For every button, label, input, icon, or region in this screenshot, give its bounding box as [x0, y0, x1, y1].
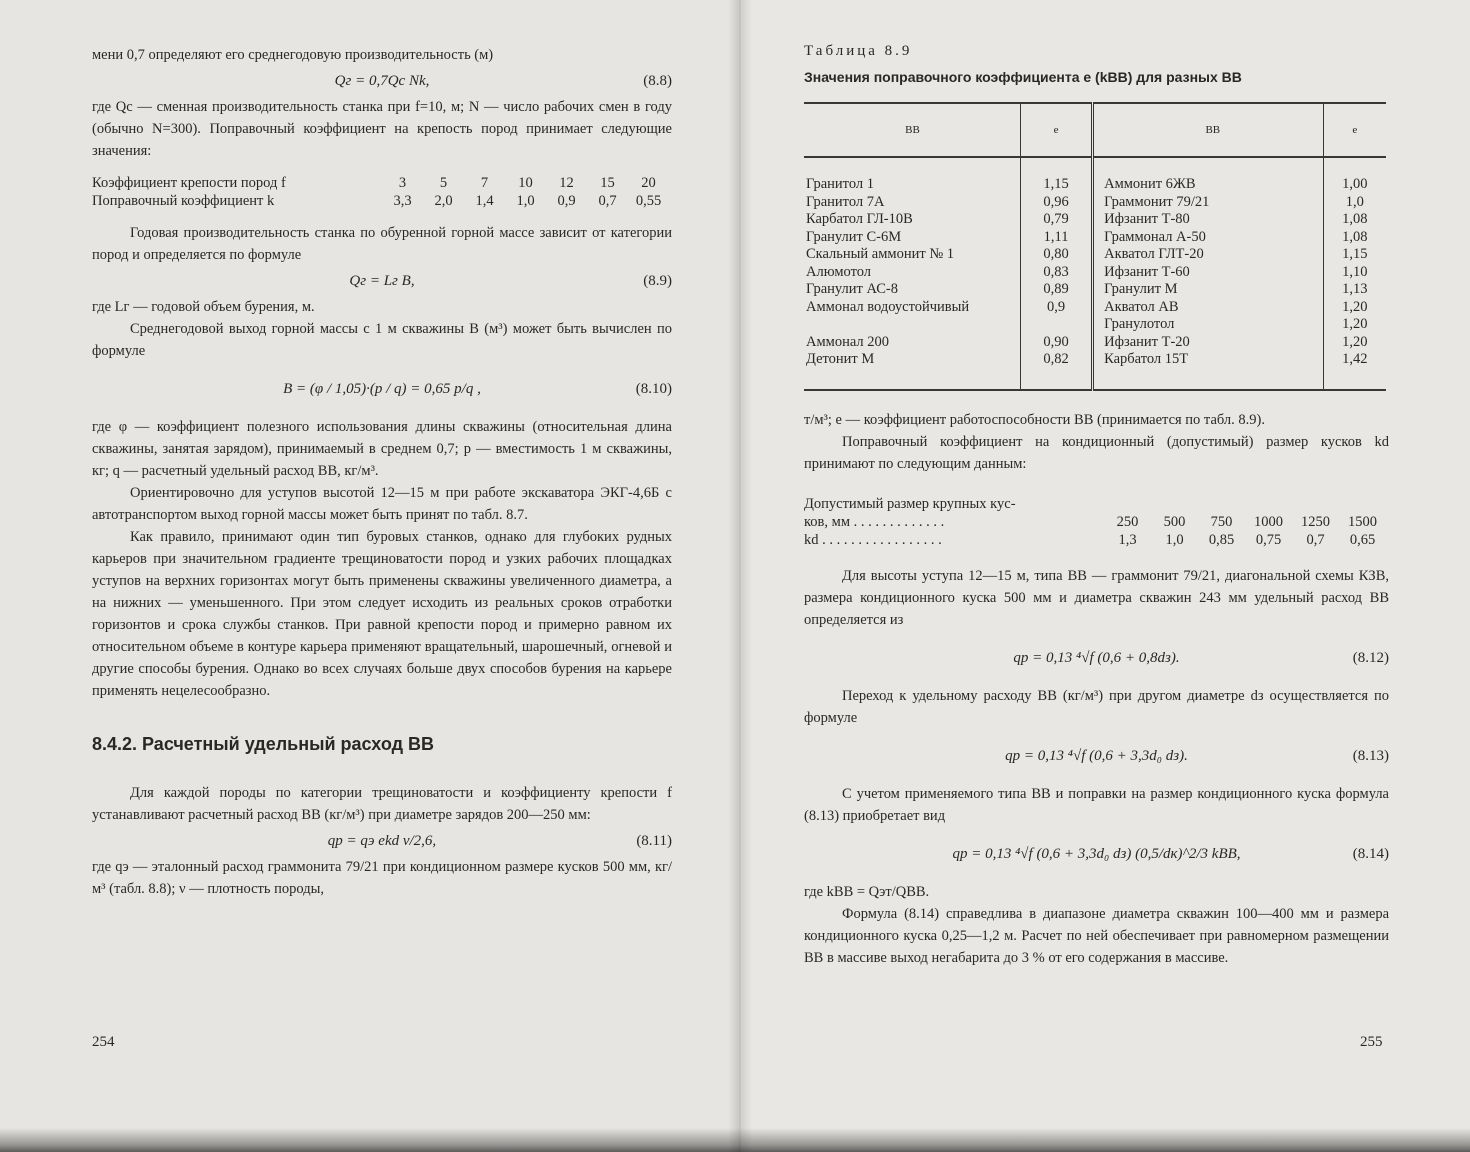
- table-cell: 1,00: [1342, 176, 1368, 192]
- coef-value: 0,7: [598, 193, 617, 209]
- formula-8-10: [92, 364, 672, 414]
- coef-value: 5: [439, 175, 448, 191]
- table-cell: Гранулотол: [1104, 316, 1175, 332]
- table-cell: 1,20: [1342, 333, 1368, 350]
- right-page: [740, 0, 1470, 1152]
- table-row: [804, 157, 1386, 390]
- coef-value: 7: [480, 175, 489, 191]
- formula-expression: Qг = 0,7Qс Nk,: [334, 73, 430, 89]
- kd-value: 1000: [1254, 513, 1283, 530]
- table-cell: 1,13: [1342, 281, 1368, 297]
- kd-value: 0,75: [1255, 531, 1282, 548]
- header-vv: ВВ: [804, 103, 1021, 157]
- table-cell: Гранитол 1: [806, 176, 874, 192]
- coef-row-f: [92, 174, 672, 192]
- paragraph: Ориентировочно для уступов высотой 12—15 м при работе экскаватора ЭКГ-4,6Б с автотранспортом выход горной массы может быть принят по табл. 8.7.: [92, 485, 672, 523]
- kd-table: [804, 495, 1389, 549]
- book-gutter: [728, 0, 752, 1152]
- paragraph: где Qс — сменная производительность станка при f=10, м; N — число рабочих смен в году (обычно N=300). Поправочный коэффициент на крепость пород принимает следующие значения:: [92, 99, 672, 159]
- column-e-values: [1021, 157, 1093, 390]
- kd-value: 0,85: [1208, 531, 1235, 548]
- kd-value: 1250: [1301, 513, 1330, 530]
- table-cell: 1,0: [1345, 193, 1364, 210]
- table-cell: Детонит М: [806, 351, 875, 367]
- header-vv: ВВ: [1093, 103, 1323, 157]
- table-cell: Аммонит 6ЖВ: [1104, 176, 1196, 192]
- kd-value: 1,3: [1118, 531, 1137, 548]
- table-cell: Гранулит С-6М: [806, 228, 902, 245]
- formula-expression: qр = 0,13 ⁴√f (0,6 + 0,8dз).: [1013, 649, 1180, 666]
- paragraph: где Lг — годовой объем бурения, м.: [92, 299, 315, 315]
- formula-expression: B = (φ / 1,05)·(p / q) = 0,65 p/q ,: [283, 381, 481, 397]
- formula-8-14: [804, 829, 1389, 879]
- paragraph: Для каждой породы по категории трещиноватости и коэффициенту крепости f устанавливают расчетный расход ВВ (кг/м³) при диаметре зарядов 200—250 мм:: [92, 785, 672, 823]
- explosives-table: [804, 102, 1386, 391]
- coef-value: 10: [518, 175, 533, 191]
- table-cell: Граммонит 79/21: [1104, 193, 1210, 210]
- coef-value: 12: [559, 175, 574, 191]
- table-cell: Граммонал А-50: [1104, 228, 1206, 245]
- paragraph: Для высоты уступа 12—15 м, типа ВВ — граммонит 79/21, диагональной схемы КЗВ, размера кондиционного куска 500 мм и диаметра скважин 243 мм удельный расход ВВ определяется из: [804, 567, 1389, 628]
- left-page-content: [92, 44, 672, 900]
- table-cell: 1,20: [1342, 316, 1368, 332]
- coefficient-table: [92, 174, 672, 210]
- table-cell: 0,82: [1043, 351, 1069, 367]
- table-cell: Карбатол ГЛ-10В: [806, 211, 913, 227]
- table-cell: 1,15: [1342, 246, 1368, 262]
- kd-label: Допустимый размер крупных кус-: [804, 495, 1016, 512]
- paragraph: Годовая производительность станка по обуренной горной массе зависит от категории пород и определяется по формуле: [92, 225, 672, 263]
- table-cell: Гранулит АС-8: [806, 281, 898, 297]
- table-cell: 0,80: [1043, 246, 1069, 262]
- coef-label: Коэффициент крепости пород f: [92, 175, 286, 191]
- kd-value: 1,0: [1165, 531, 1184, 548]
- table-cell: 1,15: [1043, 176, 1069, 192]
- kd-value: 250: [1116, 513, 1139, 530]
- paragraph: где φ — коэффициент полезного использования длины скважины (относительная длина скважины, занятая зарядом), принимаемый в среднем 0,7; p — вместимость 1 м скважины, кг; q — расчетный удельный расход ВВ, кг/м³.: [92, 419, 672, 479]
- paragraph: Как правило, принимают один тип буровых станков, однако для глубоких рудных карьеров при значительном градиенте трещиноватости пород и узких рабочих площадках уступов на верхних горизонтах могут быть применены скважины увеличенного диаметра, а на нижних — уменьшенного. При этом следует исходить из реальных сроков отработки горизонтов и срока службы станков. При равной крепости пород и примерно равном их относительном объеме в контуре карьера применяют вращательный, шарошечный, огневой и другие способы бурения. Однако во всех случаях больше двух способов бурения на карьере применять нецелесообразно.: [92, 529, 672, 699]
- column-explosive-names: [1093, 157, 1323, 390]
- kd-value: 750: [1210, 513, 1233, 530]
- header-e: e: [1323, 103, 1386, 157]
- table-cell: 1,11: [1043, 228, 1069, 245]
- bottom-shadow: [0, 1128, 1470, 1152]
- kd-label: ков, мм . . . . . . . . . . . . .: [804, 513, 945, 530]
- kd-label: kd . . . . . . . . . . . . . . . . .: [804, 531, 942, 548]
- formula-number: (8.13): [1352, 747, 1389, 764]
- kd-value: 500: [1163, 513, 1186, 530]
- paragraph: где qэ — эталонный расход граммонита 79/21 при кондиционном размере кусков 500 мм, кг/м³ (табл. 8.8); ν — плотность породы,: [92, 859, 672, 897]
- coef-value: 3: [398, 175, 407, 191]
- table-cell: Ифзанит Т-80: [1104, 211, 1190, 227]
- table-cell: Гранитол 7А: [806, 193, 885, 210]
- formula-number: (8.10): [635, 381, 672, 397]
- coef-value: 3,3: [393, 193, 412, 209]
- section-heading: 8.4.2. Расчетный удельный расход ВВ: [92, 734, 435, 754]
- formula-expression: qр = qэ ekd ν/2,6,: [327, 833, 437, 849]
- kd-row-coefficients: [804, 531, 1389, 549]
- coef-label: Поправочный коэффициент k: [92, 193, 275, 209]
- right-page-content: [804, 40, 1389, 969]
- table-cell: Аммонал 200: [806, 333, 890, 350]
- table-cell: Гранулит М: [1104, 281, 1178, 297]
- kd-row-sizes: [804, 513, 1389, 531]
- paragraph: С учетом применяемого типа ВВ и поправки на размер кондиционного куска формула (8.13) приобретает вид: [804, 785, 1389, 824]
- table-cell: 0,89: [1043, 281, 1069, 297]
- formula-expression: qр = 0,13 ⁴√f (0,6 + 3,3d₀ dз).: [1005, 747, 1188, 764]
- table-cell: Ифзанит Т-20: [1104, 333, 1190, 350]
- kd-value: 1500: [1348, 513, 1377, 530]
- paragraph: Переход к удельному расходу ВВ (кг/м³) при другом диаметре dз осуществляется по формуле: [804, 687, 1389, 726]
- table-cell: Карбатол 15Т: [1104, 351, 1189, 367]
- table-cell: 0,9: [1047, 298, 1066, 315]
- table-cell: Алюмотол: [806, 263, 872, 280]
- coef-value: 1,4: [475, 193, 494, 209]
- coef-value: 20: [641, 175, 656, 191]
- paragraph: Формула (8.14) справедлива в диапазоне диаметра скважин 100—400 мм и размера кондиционного куска 0,25—1,2 м. Расчет по ней обеспечивает при равномерном размещении ВВ в массиве выход негабарита до 3 % от его содержания в массиве.: [804, 905, 1389, 966]
- paragraph: мени 0,7 определяют его среднегодовую производительность (м): [92, 47, 494, 63]
- formula-number: (8.8): [643, 73, 672, 89]
- coef-value: 15: [600, 175, 615, 191]
- kd-value: 0,7: [1306, 531, 1325, 548]
- table-cell: Скальный аммонит № 1: [806, 246, 955, 262]
- coef-value: 2,0: [434, 193, 453, 209]
- paragraph: т/м³; e — коэффициент работоспособности ВВ (принимается по табл. 8.9).: [804, 411, 1265, 428]
- header-e: e: [1021, 103, 1093, 157]
- formula-8-8: [92, 68, 672, 94]
- table-cell: 0,90: [1043, 333, 1069, 350]
- table-cell: Акватол АВ: [1104, 298, 1179, 315]
- coef-row-k: [92, 192, 672, 210]
- table-cell: 0,79: [1043, 211, 1069, 227]
- kd-value: 0,65: [1349, 531, 1376, 548]
- table-caption: Таблица 8.9: [804, 43, 913, 59]
- table-cell: 1,08: [1342, 211, 1368, 227]
- coef-value: 0,55: [635, 193, 662, 209]
- formula-number: (8.12): [1352, 649, 1389, 666]
- formula-8-13: [804, 731, 1389, 781]
- formula-8-9: [92, 268, 672, 294]
- column-e-values: [1323, 157, 1386, 390]
- table-title: Значения поправочного коэффициента e (kВВ) для разных ВВ: [804, 69, 1242, 85]
- table-cell: 1,10: [1342, 263, 1368, 280]
- page-number: 254: [92, 1034, 115, 1050]
- formula-number: (8.9): [643, 273, 672, 289]
- table-cell: 0,83: [1043, 263, 1069, 280]
- paragraph: Поправочный коэффициент на кондиционный (допустимый) размер кусков kd принимают по следующим данным:: [804, 433, 1389, 472]
- formula-8-11: [92, 828, 672, 854]
- table-cell: 1,20: [1342, 298, 1368, 315]
- table-cell: 0,96: [1043, 193, 1069, 210]
- table-header-row: [804, 103, 1386, 157]
- formula-expression: Qг = Lг B,: [349, 273, 415, 289]
- table-cell: Акватол ГЛТ-20: [1104, 246, 1204, 262]
- paragraph: где kВВ = Qэт/QВВ.: [804, 883, 930, 900]
- column-explosive-names: [804, 157, 1021, 390]
- table-cell: 1,42: [1342, 351, 1368, 367]
- table-cell: Ифзанит Т-60: [1104, 263, 1190, 280]
- formula-8-12: [804, 633, 1389, 683]
- formula-number: (8.14): [1352, 845, 1389, 862]
- page-number: 255: [1360, 1034, 1383, 1050]
- table-cell: Аммонал водоустойчивый: [806, 298, 970, 315]
- coef-value: 0,9: [557, 193, 576, 209]
- coef-value: 1,0: [516, 193, 535, 209]
- table-cell: 1,08: [1342, 228, 1368, 245]
- formula-number: (8.11): [636, 833, 672, 849]
- formula-expression: qр = 0,13 ⁴√f (0,6 + 3,3d₀ dз) (0,5/dк)^2/3 kВВ,: [952, 845, 1241, 862]
- paragraph: Среднегодовой выход горной массы с 1 м скважины B (м³) может быть вычислен по формуле: [92, 321, 672, 359]
